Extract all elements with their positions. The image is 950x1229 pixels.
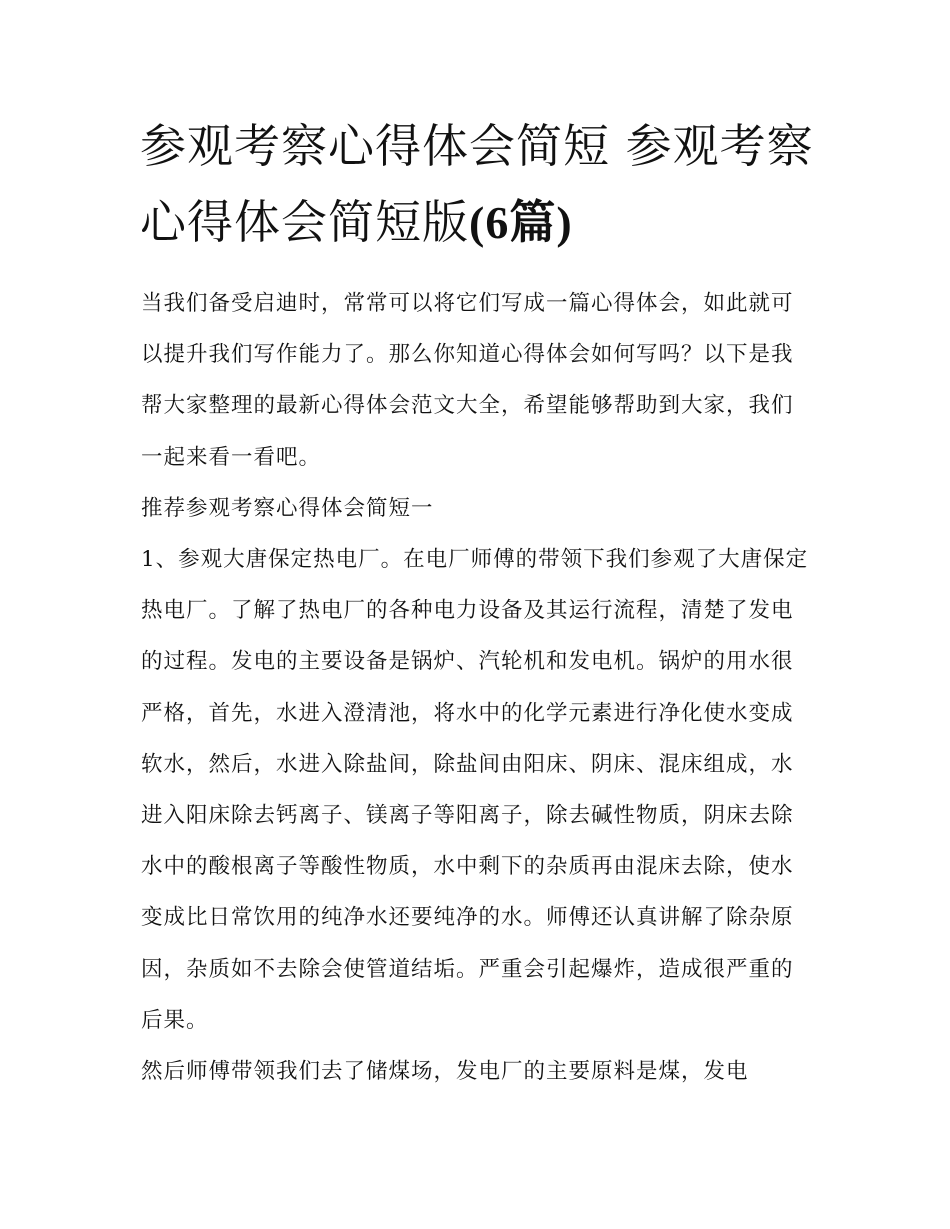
document-body	[141, 278, 813, 1097]
body-paragraph: 然后师傅带领我们去了储煤场，发电厂的主要原料是煤，发电	[141, 1059, 749, 1085]
body-paragraph: 1、参观大唐保定热电厂。在电厂师傅的带领下我们参观了大唐保定热电厂。了解了热电厂的各种电力设备及其运行流程，清楚了发电的过程。发电的主要设备是锅炉、汽轮机和发电机。锅炉的用水很严格，首先，水进入澄清池，将水中的化学元素进行净化使水变成软水，然后，水进入除盐间，除盐间由阳床、阴床、混床组成，水进入阳床除去钙离子、镁离子等阳离子，除去碱性物质，阴床去除水中的酸根离子等酸性物质，水中剩下的杂质再由混床去除，使水变成比日常饮用的纯净水还要纯净的水。师傅还认真讲解了除杂原因，杂质如不去除会使管道结垢。严重会引起爆炸，造成很严重的后果。	[141, 547, 809, 1033]
document-title	[140, 108, 820, 261]
title-main: 参观考察心得体会简短 参观考察心得体会简短版	[140, 119, 814, 249]
title-count: (6篇)	[469, 197, 573, 248]
section-heading: 推荐参观考察心得体会简短一	[141, 495, 434, 521]
intro-paragraph: 当我们备受启迪时，常常可以将它们写成一篇心得体会，如此就可以提升我们写作能力了。那么你知道心得体会如何写吗？以下是我帮大家整理的最新心得体会范文大全，希望能够帮助到大家，我们一起来看一看吧。	[141, 291, 794, 470]
